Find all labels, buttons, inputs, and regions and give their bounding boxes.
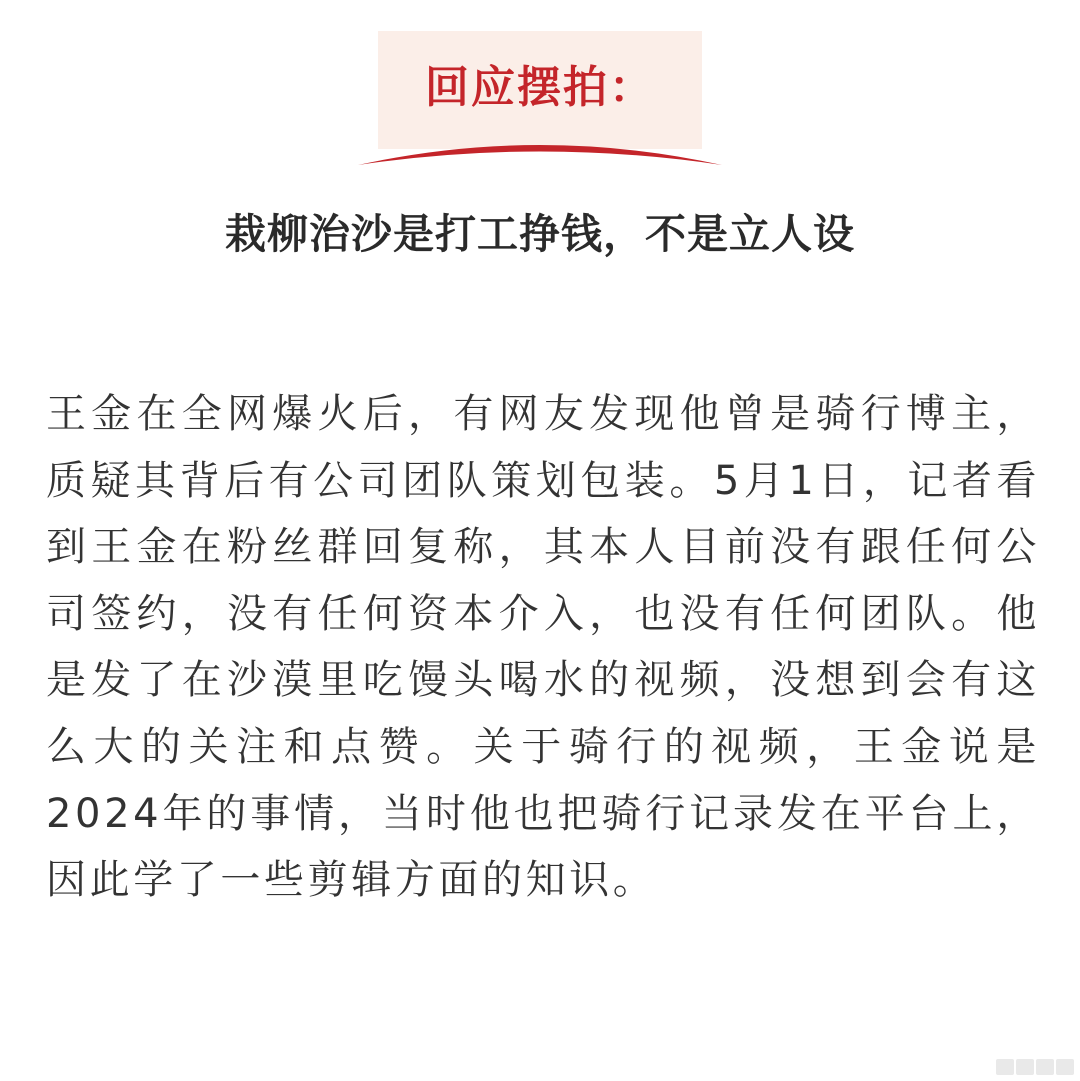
watermark-bar (1016, 1059, 1034, 1075)
watermark-bar (1036, 1059, 1054, 1075)
red-swoosh-decoration (350, 120, 730, 180)
watermark-bar (996, 1059, 1014, 1075)
watermark (996, 1059, 1074, 1075)
header-title: 回应摆拍： (425, 62, 655, 113)
watermark-bar (1056, 1059, 1074, 1075)
subtitle: 栽柳治沙是打工挣钱，不是立人设 (225, 210, 855, 258)
swoosh-stroke (358, 145, 722, 165)
body-paragraph: 王金在全网爆火后，有网友发现他曾是骑行博主，质疑其背后有公司团队策划包装。5月1日，记者看到王金在粉丝群回复称，其本人目前没有跟任何公司签约，没有任何资本介入，也没有任何团队。他是发了在沙漠里吃馒头喝水的视频，没想到会有这么大的关注和点赞。关于骑行的视频，王金说是2024年的事情，当时他也把骑行记录发在平台上，因此学了一些剪辑方面的知识。 (46, 391, 1040, 904)
